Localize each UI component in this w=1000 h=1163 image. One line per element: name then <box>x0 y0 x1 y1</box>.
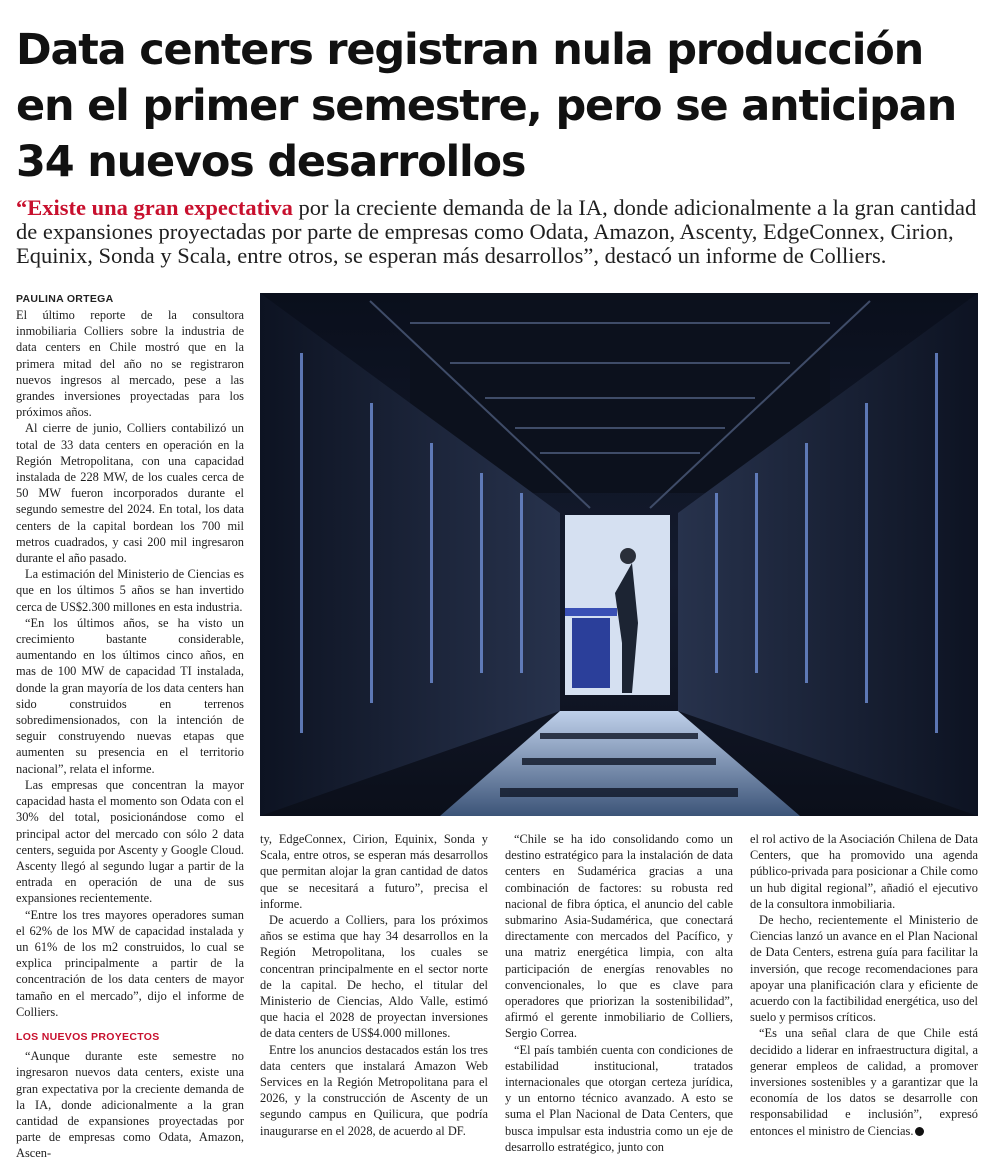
data-center-corridor-photo <box>260 293 978 816</box>
paragraph: La estimación del Ministerio de Ciencias es que en los últimos 5 años se han invertido cerca de US$2.300 millones en esta industria. <box>16 567 244 614</box>
paragraph: De acuerdo a Colliers, para los próximos años se estima que hay 34 desarrollos en la Región Metropolitana, los cuales se concentran principalmente en el sector norte de la capital. De hecho, el titular del Ministerio de Ciencias, Aldo Valle, estimó que hacia el 2028 de proyectan inversiones de data centers de US$4.000 millones. <box>260 913 488 1041</box>
end-mark-icon <box>915 1127 924 1136</box>
article-column-1 <box>16 307 244 1161</box>
paragraph: “Entre los tres mayores operadores suman el 62% de los MW de capacidad instalada y un 61% de los m2 construidos, lo cual se explica principalmente a partir de la concentración de los data centers de mayor tamaño en el mercado”, dijo el informe de Colliers. <box>16 907 244 1019</box>
byline: PAULINA ORTEGA <box>16 293 114 305</box>
photo-illustration <box>260 293 978 816</box>
deck-lead: “Existe una gran expectativa <box>16 195 293 220</box>
paragraph: Las empresas que concentran la mayor capacidad hasta el momento son Odata con el 30% del total, posicionándose como el principal actor del mercado con sólo 2 data centers, seguida por Ascenty y Google Cloud. Ascenty llegó al segundo lugar a partir de la entrada en operación de una de sus expansiones recientemente. <box>16 777 244 906</box>
paragraph: “En los últimos años, se ha visto un crecimiento bastante considerable, aumentando en los últimos cinco años, en mas de 100 MW de capacidad TI instalada, donde la gran mayoría de los data centers han sido construidos en terrenos sobredimensionados, con la intención de seguir construyendo nuevas etapas que aumenten su presencia en el territorio nacional”, relata el informe. <box>16 615 244 776</box>
paragraph: ty, EdgeConnex, Cirion, Equinix, Sonda y Scala, entre otros, se esperan más desarrollos que permitan alojar la gran cantidad de datos que se necesitará a futuro”, precisa el informe. <box>260 832 488 911</box>
headline: Data centers registran nula producción en el primer semestre, pero se anticipan 34 nuevos desarrollos <box>16 25 956 187</box>
section-subhead: LOS NUEVOS PROYECTOS <box>16 1030 160 1043</box>
paragraph: Al cierre de junio, Colliers contabilizó un total de 33 data centers en operación en la Región Metropolitana, con una capacidad instalada de 228 MW, de los cuales cerca de 50 MW fueron incorporados durante el segundo semestre del 2024. En total, los data centers de la capital bordean los 700 mil metros cuadrados, y casi 200 mil ingresaron durante el año pasado. <box>16 421 244 566</box>
paragraph: Entre los anuncios destacados están los tres data centers que instalará Amazon Web Services en la Región Metropolitana para el 2026, y la construcción de Ascenty de un segundo campus en Quilicura, que podría inaugurarse en el 2028, de acuerdo al DF. <box>260 1042 488 1138</box>
article-column-2 <box>260 831 488 1156</box>
article-column-4 <box>750 831 978 1156</box>
paragraph: el rol activo de la Asociación Chilena de Data Centers, que ha promovido una agenda público-privada para posicionar a Chile como un hub digital regional”, añadió el ejecutivo de la consultora inmobiliaria. <box>750 832 978 911</box>
article-column-3 <box>505 831 733 1156</box>
closing-text: “Es una señal clara de que Chile está decidido a liderar en infraestructura digital, a generar empleos de calidad, a promover inversiones sostenibles y a garantizar que la economía de los datos se desarrolle con responsabilidad e inclusión”, expresó entonces el ministro de Ciencias. <box>750 1026 978 1138</box>
paragraph: “Aunque durante este semestre no ingresaron nuevos data centers, existe una gran expectativa por la creciente demanda de la IA, donde adicionalmente a la gran cantidad de expansiones proyectadas por parte de empresas como Odata, Amazon, Ascen- <box>16 1049 244 1161</box>
paragraph: “El país también cuenta con condiciones de estabilidad institucional, tratados internacionales que otorgan certeza jurídica, y un entorno técnico avanzado. A esto se suma el Plan Nacional de Data Centers, que busca impulsar esta industria como un eje de desarrollo estratégico, junto con <box>505 1042 733 1154</box>
paragraph: “Chile se ha ido consolidando como un destino estratégico para la instalación de data centers en Sudamérica gracias a una combinación de factores: su robusta red nacional de fibra óptica, el anuncio del cable submarino Asia-Sudamérica, que conectará directamente con mercados del Pacífico, y una matriz energética limpia, con alta participación de energías renovables no convencionales, lo que es clave para operadores que priorizan la sostenibilidad”, afirmó el gerente inmobiliario de Colliers, Sergio Correa. <box>505 832 733 1041</box>
deck-text: por la creciente demanda de la IA, donde adicionalmente a la gran cantidad de expansiones proyectadas por parte de empresas como Odata, Amazon, Ascenty, EdgeConnex, Cirion, Equinix, Sonda y Scala, entre otros, se esperan más desarrollos”, destacó un informe de Colliers. <box>16 195 977 268</box>
paragraph <box>750 1025 978 1138</box>
paragraph: De hecho, recientemente el Ministerio de Ciencias lanzó un avance en el Plan Nacional de Data Centers, estrena guía para facilitar la inversión, que recoge recomendaciones para apoyar una planificación clara y eficiente de acuerdo con la factibilidad energética, uso del suelo y permisos críticos. <box>750 913 978 1025</box>
paragraph: El último reporte de la consultora inmobiliaria Colliers sobre la industria de data centers en Chile mostró que en la primera mitad del año no se registraron nuevos ingresos al mercado, pese a las grandes inversiones proyectadas para los próximos años. <box>16 308 244 420</box>
deck <box>16 196 988 268</box>
